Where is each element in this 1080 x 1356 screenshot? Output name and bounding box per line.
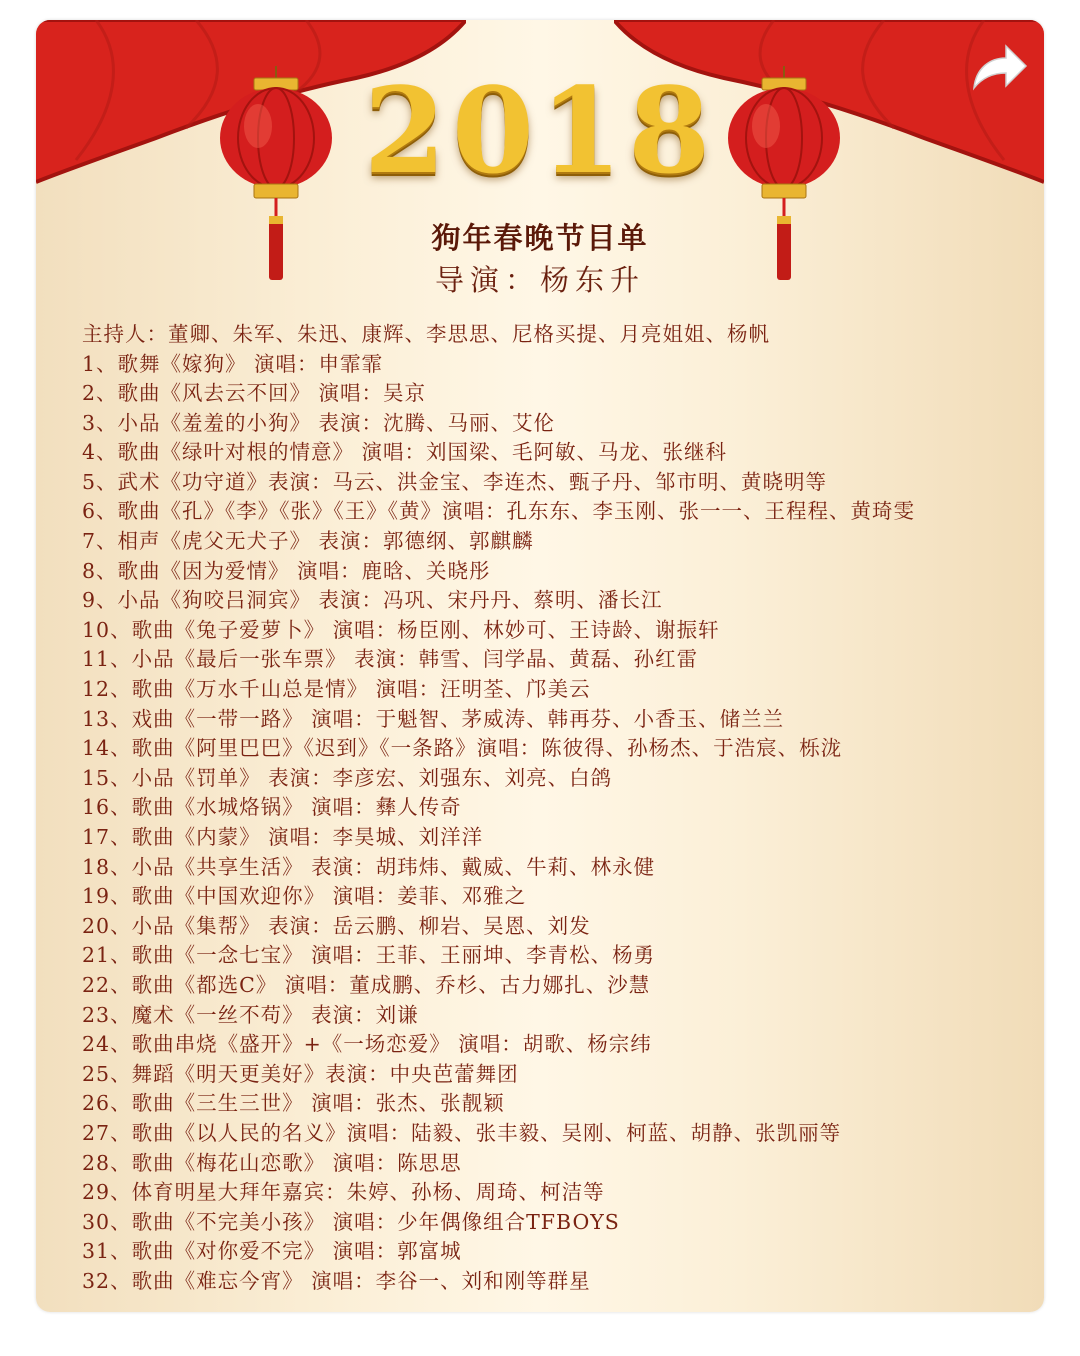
director-line: 导演：杨东升 bbox=[434, 263, 645, 297]
program-item: 30、歌曲《不完美小孩》 演唱：少年偶像组合TFBOYS bbox=[82, 1209, 620, 1234]
program-content bbox=[82, 320, 1042, 1297]
program-item: 19、歌曲《中国欢迎你》 演唱：姜菲、邓雅之 bbox=[82, 884, 527, 909]
program-poster bbox=[36, 20, 1044, 1312]
program-item: 11、小品《最后一张车票》 表演：韩雪、闫学晶、黄磊、孙红雷 bbox=[82, 647, 699, 672]
program-item: 18、小品《共享生活》 表演：胡玮炜、戴威、牛莉、林永健 bbox=[82, 854, 656, 879]
program-item: 32、歌曲《难忘今宵》 演唱：李谷一、刘和刚等群星 bbox=[82, 1268, 591, 1293]
program-list bbox=[82, 350, 1042, 1297]
program-item: 16、歌曲《水城烙锅》 演唱：彝人传奇 bbox=[82, 795, 462, 820]
program-item: 8、歌曲《因为爱情》 演唱：鹿晗、关晓彤 bbox=[82, 558, 491, 583]
hosts-line: 主持人：董卿、朱军、朱迅、康辉、李思思、尼格买提、月亮姐姐、杨帆 bbox=[82, 322, 770, 346]
program-item: 1、歌舞《嫁狗》 演唱：申霏霏 bbox=[82, 351, 384, 376]
program-item: 23、魔术《一丝不苟》 表演：刘谦 bbox=[82, 1002, 419, 1027]
program-item: 5、武术《功守道》表演：马云、洪金宝、李连杰、甄子丹、邹市明、黄晓明等 bbox=[82, 469, 828, 494]
program-item: 20、小品《集帮》 表演：岳云鹏、柳岩、吴恩、刘发 bbox=[82, 913, 591, 938]
program-item: 10、歌曲《兔子爱萝卜》 演唱：杨臣刚、林妙可、王诗龄、谢振轩 bbox=[82, 617, 720, 642]
program-item: 25、舞蹈《明天更美好》表演：中央芭蕾舞团 bbox=[82, 1061, 519, 1086]
program-item: 29、体育明星大拜年嘉宾：朱婷、孙杨、周琦、柯洁等 bbox=[82, 1180, 605, 1205]
year-heading: 2018 bbox=[363, 61, 717, 200]
program-item: 2、歌曲《风去云不回》 演唱：吴京 bbox=[82, 381, 427, 406]
program-item: 4、歌曲《绿叶对根的情意》 演唱：刘国梁、毛阿敏、马龙、张继科 bbox=[82, 440, 728, 465]
program-item: 28、歌曲《梅花山恋歌》 演唱：陈思思 bbox=[82, 1150, 462, 1175]
program-item: 3、小品《羞羞的小狗》 表演：沈腾、马丽、艾伦 bbox=[82, 410, 556, 435]
program-item: 27、歌曲《以人民的名义》演唱：陆毅、张丰毅、吴刚、柯蓝、胡静、张凯丽等 bbox=[82, 1120, 842, 1145]
program-item: 21、歌曲《一念七宝》 演唱：王菲、王丽坤、李青松、杨勇 bbox=[82, 943, 656, 968]
program-item: 9、小品《狗咬吕洞宾》 表演：冯巩、宋丹丹、蔡明、潘长江 bbox=[82, 588, 663, 613]
program-item: 15、小品《罚单》 表演：李彦宏、刘强东、刘亮、白鸽 bbox=[82, 765, 613, 790]
program-item: 26、歌曲《三生三世》 演唱：张杰、张靓颖 bbox=[82, 1091, 505, 1116]
program-item: 17、歌曲《内蒙》 演唱：李昊城、刘洋洋 bbox=[82, 825, 484, 849]
program-item: 6、歌曲《孔》《李》《张》《王》《黄》演唱：孔东东、李玉刚、张一一、王程程、黄琦雯 bbox=[82, 499, 916, 524]
program-item: 22、歌曲《都选C》 演唱：董成鹏、乔杉、古力娜扎、沙慧 bbox=[82, 972, 651, 997]
program-item: 13、戏曲《一带一路》 演唱：于魁智、茅威涛、韩再芬、小香玉、储兰兰 bbox=[82, 706, 785, 731]
program-item: 12、歌曲《万水千山总是情》 演唱：汪明荃、邝美云 bbox=[82, 677, 591, 702]
program-item: 7、相声《虎父无犬子》 表演：郭德纲、郭麒麟 bbox=[82, 529, 534, 554]
program-item: 31、歌曲《对你爱不完》 演唱：郭富城 bbox=[82, 1239, 462, 1264]
program-item: 14、歌曲《阿里巴巴》《迟到》《一条路》演唱：陈彼得、孙杨杰、于浩宸、栎泷 bbox=[82, 736, 843, 761]
program-item: 24、歌曲串烧《盛开》+《一场恋爱》 演唱：胡歌、杨宗纬 bbox=[82, 1032, 652, 1057]
poster-title: 狗年春晚节目单 bbox=[431, 221, 649, 255]
